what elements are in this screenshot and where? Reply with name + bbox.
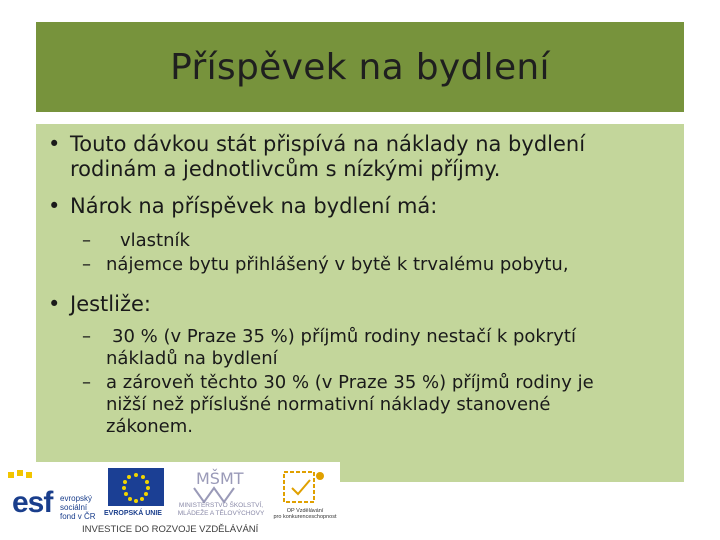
- op-caption: [270, 508, 340, 520]
- sub-bullet-line-1: a zároveň těchto 30 % (v Praze 35 %) příjmů rodiny je: [106, 372, 594, 393]
- bullet-marker: •: [48, 132, 61, 156]
- op-caption-2: pro konkurenceschopnost: [273, 514, 337, 520]
- sub-bullet-dash: –: [82, 254, 91, 275]
- msmt-caption: [166, 502, 276, 518]
- bullet-2: [48, 194, 680, 219]
- sub-bullet-line-1: 30 % (v Praze 35 %) příjmů rodiny nestačí k pokrytí: [112, 326, 576, 347]
- msmt-caption-1: MINISTERSTVO ŠKOLSTVÍ,: [178, 502, 264, 509]
- bullet-1-line-1: Touto dávkou stát přispívá na náklady na bydlení: [70, 132, 586, 156]
- sub-bullet-dash: –: [82, 230, 91, 251]
- sub-bullet-line-2: nákladů na bydlení: [106, 348, 278, 369]
- content-panel: [36, 124, 684, 482]
- esf-logo-text: esf: [12, 486, 53, 519]
- op-caption-1: OP Vzdělávání: [286, 508, 324, 514]
- bullet-marker: •: [48, 194, 61, 218]
- sub-bullet-line-3: zákonem.: [106, 416, 194, 437]
- esf-subtitle: [60, 494, 96, 521]
- esf-sub-1: evropský: [60, 494, 93, 503]
- op-logo-icon: [278, 466, 334, 506]
- esf-logo: [6, 468, 106, 524]
- sub-bullet-a-zaroven: [82, 372, 681, 438]
- esf-sub-3: fond v ČR: [60, 512, 96, 521]
- msmt-caption-2: MLÁDEŽE A TĚLOVÝCHOVY: [177, 510, 265, 517]
- footer-logos: [0, 462, 340, 540]
- eu-caption: EVROPSKÁ UNIE: [104, 510, 162, 517]
- bullet-3: [48, 292, 680, 317]
- sub-bullet-text: nájemce bytu přihlášený v bytě k trvalému pobytu,: [106, 254, 569, 275]
- bullet-1: [48, 132, 680, 182]
- slide-title: Příspěvek na bydlení: [170, 46, 550, 88]
- eu-flag-icon: [108, 468, 164, 506]
- bullet-3-text: Jestliže:: [70, 292, 151, 316]
- title-bar: [36, 22, 684, 112]
- investice-caption: INVESTICE DO ROZVOJE VZDĚLÁVÁNÍ: [82, 524, 259, 535]
- bullet-1-line-2: rodinám a jednotlivcům s nízkými příjmy.: [70, 157, 501, 181]
- sub-bullet-najemce: [82, 254, 686, 276]
- msmt-logo-icon: [190, 466, 246, 506]
- sub-bullet-vlastnik: [82, 230, 676, 252]
- esf-sub-2: sociální: [60, 503, 88, 512]
- sub-bullet-dash: –: [82, 326, 91, 347]
- sub-bullet-line-2: nižší než příslušné normativní náklady stanovené: [106, 394, 551, 415]
- bullet-2-text: Nárok na příspěvek na bydlení má:: [70, 194, 438, 218]
- msmt-logo-text: MŠMT: [196, 469, 244, 488]
- sub-bullet-text: vlastník: [120, 230, 190, 251]
- sub-bullet-dash: –: [82, 372, 91, 393]
- bullet-marker: •: [48, 292, 61, 316]
- sub-bullet-30-percent: [82, 326, 681, 370]
